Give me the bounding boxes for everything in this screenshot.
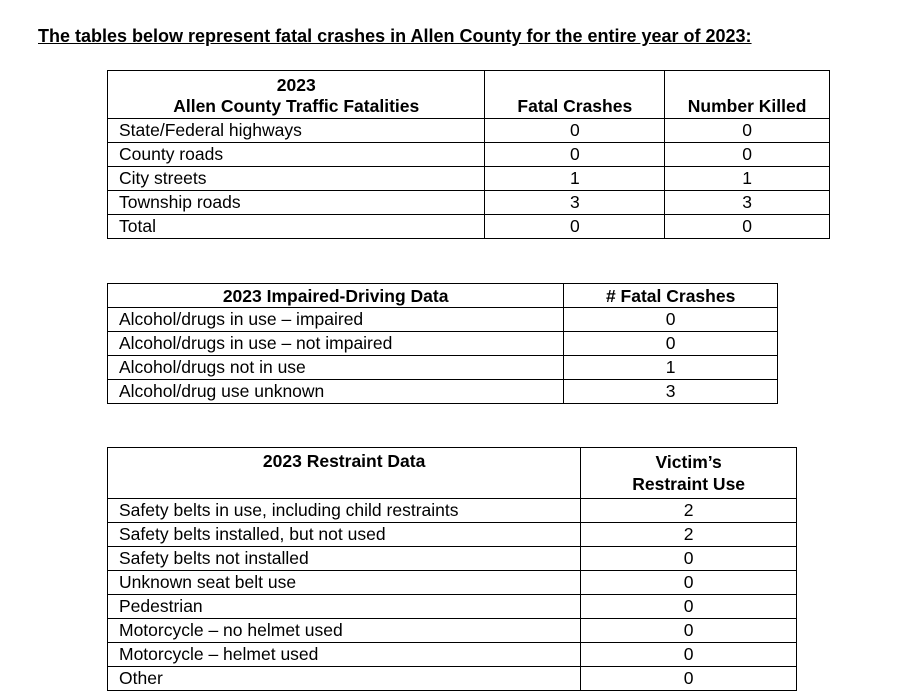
table-row [108, 667, 797, 691]
row-label: Safety belts installed, but not used [108, 523, 581, 547]
restraint-use-cell: 0 [581, 595, 797, 619]
number-killed-cell: 0 [665, 215, 830, 239]
fatalities-title-header [108, 71, 485, 119]
table-row [108, 143, 830, 167]
table-row [108, 167, 830, 191]
fatal-crashes-cell: 0 [564, 308, 778, 332]
table-row [108, 595, 797, 619]
table-row [108, 380, 778, 404]
number-killed-cell: 0 [665, 143, 830, 167]
number-killed-cell: 0 [665, 119, 830, 143]
impaired-title-header: 2023 Impaired-Driving Data [108, 284, 564, 308]
restraint-use-cell: 0 [581, 667, 797, 691]
row-label: Alcohol/drugs in use – impaired [108, 308, 564, 332]
row-label: Total [108, 215, 485, 239]
fatalities-table [107, 70, 830, 239]
restraint-use-cell: 2 [581, 523, 797, 547]
table-row [108, 547, 797, 571]
table-row [108, 643, 797, 667]
row-label: Pedestrian [108, 595, 581, 619]
restraint-use-cell: 0 [581, 571, 797, 595]
restraint-table [107, 447, 797, 691]
restraint-title-header: 2023 Restraint Data [108, 448, 581, 499]
fatal-crashes-cell: 0 [485, 119, 665, 143]
impaired-header-row [108, 284, 778, 308]
fatal-crashes-cell: 1 [485, 167, 665, 191]
table-row [108, 523, 797, 547]
row-label: Motorcycle – no helmet used [108, 619, 581, 643]
fatalities-header-row [108, 71, 830, 119]
fatal-crashes-cell: 3 [485, 191, 665, 215]
restraint-header-row [108, 448, 797, 499]
fatalities-title: Allen County Traffic Fatalities [173, 96, 420, 116]
restraint-use-header-line2: Restraint Use [632, 474, 746, 494]
row-label: Motorcycle – helmet used [108, 643, 581, 667]
restraint-use-header [581, 448, 797, 499]
impaired-fatal-crashes-header: # Fatal Crashes [564, 284, 778, 308]
fatal-crashes-cell: 3 [564, 380, 778, 404]
impaired-driving-table [107, 283, 778, 404]
fatal-crashes-header: Fatal Crashes [485, 71, 665, 119]
row-label: Safety belts not installed [108, 547, 581, 571]
fatal-crashes-cell: 1 [564, 356, 778, 380]
number-killed-cell: 3 [665, 191, 830, 215]
row-label: Alcohol/drugs in use – not impaired [108, 332, 564, 356]
table-row [108, 571, 797, 595]
table-row [108, 332, 778, 356]
table-row [108, 356, 778, 380]
row-label: Township roads [108, 191, 485, 215]
row-label: County roads [108, 143, 485, 167]
restraint-use-cell: 0 [581, 547, 797, 571]
table-row [108, 619, 797, 643]
fatalities-year: 2023 [276, 75, 316, 95]
table-row [108, 191, 830, 215]
number-killed-header: Number Killed [665, 71, 830, 119]
table-row [108, 119, 830, 143]
restraint-use-cell: 0 [581, 643, 797, 667]
fatal-crashes-cell: 0 [485, 143, 665, 167]
page-heading: The tables below represent fatal crashes in Allen County for the entire year of 2023: [38, 26, 752, 46]
restraint-use-cell: 2 [581, 499, 797, 523]
table-row [108, 499, 797, 523]
row-label: Alcohol/drugs not in use [108, 356, 564, 380]
row-label: City streets [108, 167, 485, 191]
row-label: Other [108, 667, 581, 691]
row-label: Alcohol/drug use unknown [108, 380, 564, 404]
table-row [108, 308, 778, 332]
row-label: Safety belts in use, including child restraints [108, 499, 581, 523]
fatal-crashes-cell: 0 [485, 215, 665, 239]
restraint-use-cell: 0 [581, 619, 797, 643]
restraint-use-header-line1: Victim’s [655, 452, 722, 472]
fatal-crashes-cell: 0 [564, 332, 778, 356]
number-killed-cell: 1 [665, 167, 830, 191]
row-label: Unknown seat belt use [108, 571, 581, 595]
table-row [108, 215, 830, 239]
row-label: State/Federal highways [108, 119, 485, 143]
